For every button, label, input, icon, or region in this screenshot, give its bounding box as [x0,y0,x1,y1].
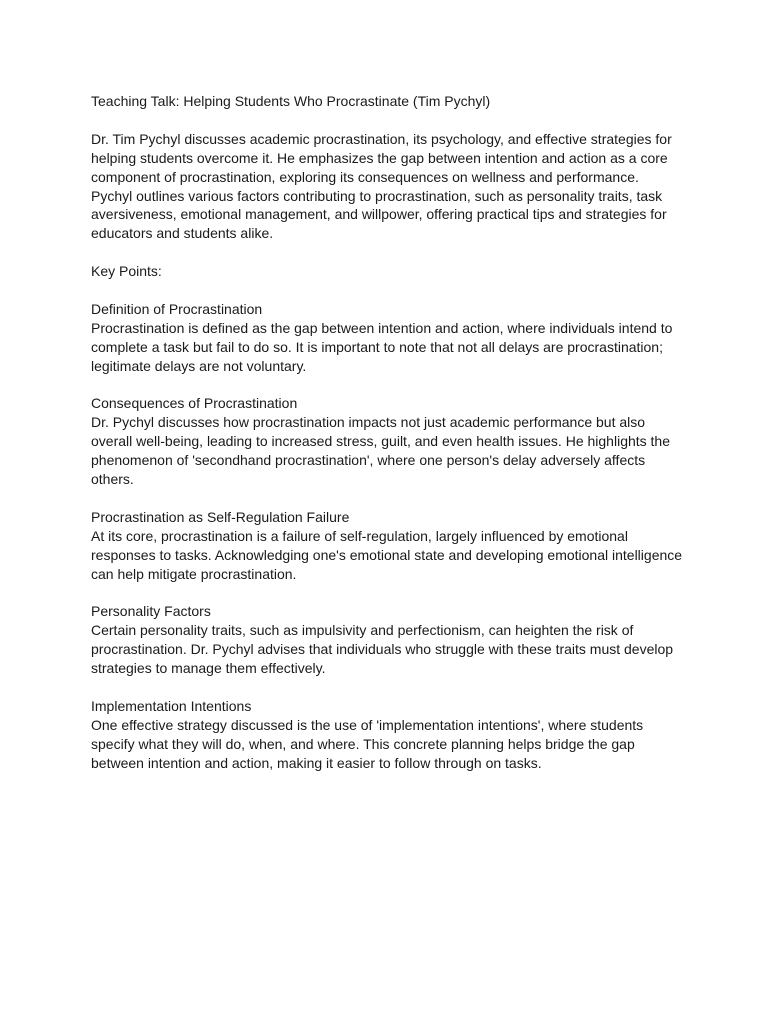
section-heading: Procrastination as Self-Regulation Failure [91,508,350,525]
section-personality [91,602,683,678]
section-implementation [91,697,683,773]
section-self-regulation [91,508,683,584]
document-title: Teaching Talk: Helping Students Who Procrastinate (Tim Pychyl) [91,93,491,109]
section-body: Certain personality traits, such as impulsivity and perfectionism, can heighten the risk of procrastination. Dr. Pychyl advises that individuals who struggle with these traits must develop strategies to manage them effectively. [91,622,674,677]
section-heading: Personality Factors [91,603,211,620]
document-summary: Dr. Tim Pychyl discusses academic procrastination, its psychology, and effective strategies for helping students overcome it. He emphasizes the gap between intention and action as a core component of procrastination, exploring its consequences on wellness and performance. Pychyl outlines various factors contributing to procrastination, such as personality traits, task aversiveness, emotional management, and willpower, offering practical tips and strategies for educators and students alike. [91,130,672,242]
section-body: One effective strategy discussed is the use of 'implementation intentions', where students specify what they will do, when, and where. This concrete planning helps bridge the gap between intention and action, making it easier to follow through on tasks. [91,716,644,771]
section-definition [91,300,683,376]
section-body: Procrastination is defined as the gap between intention and action, where individuals intend to complete a task but fail to do so. It is important to note that not all delays are procrastination; legitimate delays are not voluntary. [91,319,673,374]
document-page [91,92,683,791]
section-heading: Implementation Intentions [91,697,252,714]
section-body: At its core, procrastination is a failure of self-regulation, largely influenced by emotional responses to tasks. Acknowledging one's emotional state and developing emotional intelligence can help mitigate procrastination. [91,527,683,582]
section-body: Dr. Pychyl discusses how procrastination impacts not just academic performance but also overall well-being, leading to increased stress, guilt, and even health issues. He highlights the phenomenon of 'secondhand procrastination', where one person's delay adversely affects others. [91,414,671,488]
key-points-heading: Key Points: [91,263,162,280]
section-heading: Consequences of Procrastination [91,395,298,412]
section-consequences [91,394,683,489]
section-heading: Definition of Procrastination [91,300,263,317]
